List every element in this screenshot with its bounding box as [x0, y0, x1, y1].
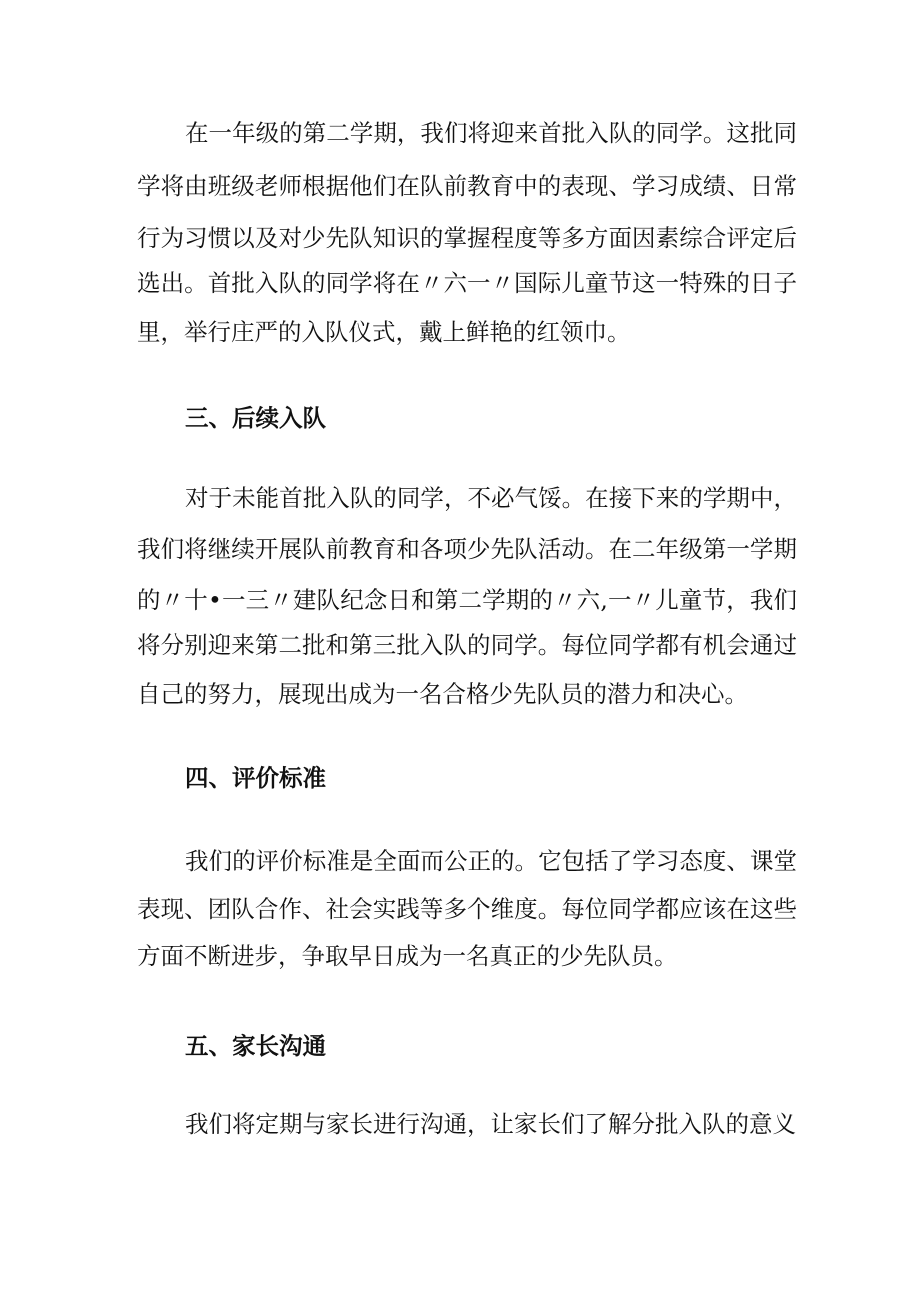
- paragraph-line: 自己的努力，展现出成为一名合格少先队员的潜力和决心。: [137, 680, 748, 708]
- paragraph-line: 我们将继续开展队前教育和各项少先队活动。在二年级第一学期: [137, 535, 797, 563]
- paragraph-line: 我们的评价标准是全面而公正的。它包括了学习态度、课堂: [185, 847, 797, 875]
- paragraph-line: 里，举行庄严的入队仪式，戴上鲜艳的红领巾。: [137, 318, 631, 346]
- section-heading-4: 四、评价标准: [185, 764, 326, 792]
- paragraph-line: 的〃十•一三〃建队纪念日和第二学期的〃六,一〃儿童节，我们: [137, 586, 797, 614]
- paragraph-line: 表现、团队合作、社会实践等多个维度。每位同学都应该在这些: [137, 895, 797, 923]
- paragraph-line: 在一年级的第二学期，我们将迎来首批入队的同学。这批同: [185, 119, 797, 147]
- paragraph-line: 将分别迎来第二批和第三批入队的同学。每位同学都有机会通过: [137, 631, 797, 659]
- section-heading-5: 五、家长沟通: [185, 1032, 326, 1060]
- paragraph-line: 我们将定期与家长进行沟通，让家长们了解分批入队的意义: [185, 1110, 796, 1138]
- paragraph-line: 行为习惯以及对少先队知识的掌握程度等多方面因素综合评定后: [137, 224, 797, 252]
- paragraph-line: 学将由班级老师根据他们在队前教育中的表现、学习成绩、日常: [137, 172, 797, 200]
- paragraph-line: 选出。首批入队的同学将在〃六一〃国际儿童节这一特殊的日子: [137, 269, 797, 297]
- paragraph-line: 对于未能首批入队的同学，不必气馁。在接下来的学期中，: [185, 484, 797, 512]
- section-heading-3: 三、后续入队: [185, 404, 326, 432]
- paragraph-line: 方面不断进步，争取早日成为一名真正的少先队员。: [137, 942, 678, 970]
